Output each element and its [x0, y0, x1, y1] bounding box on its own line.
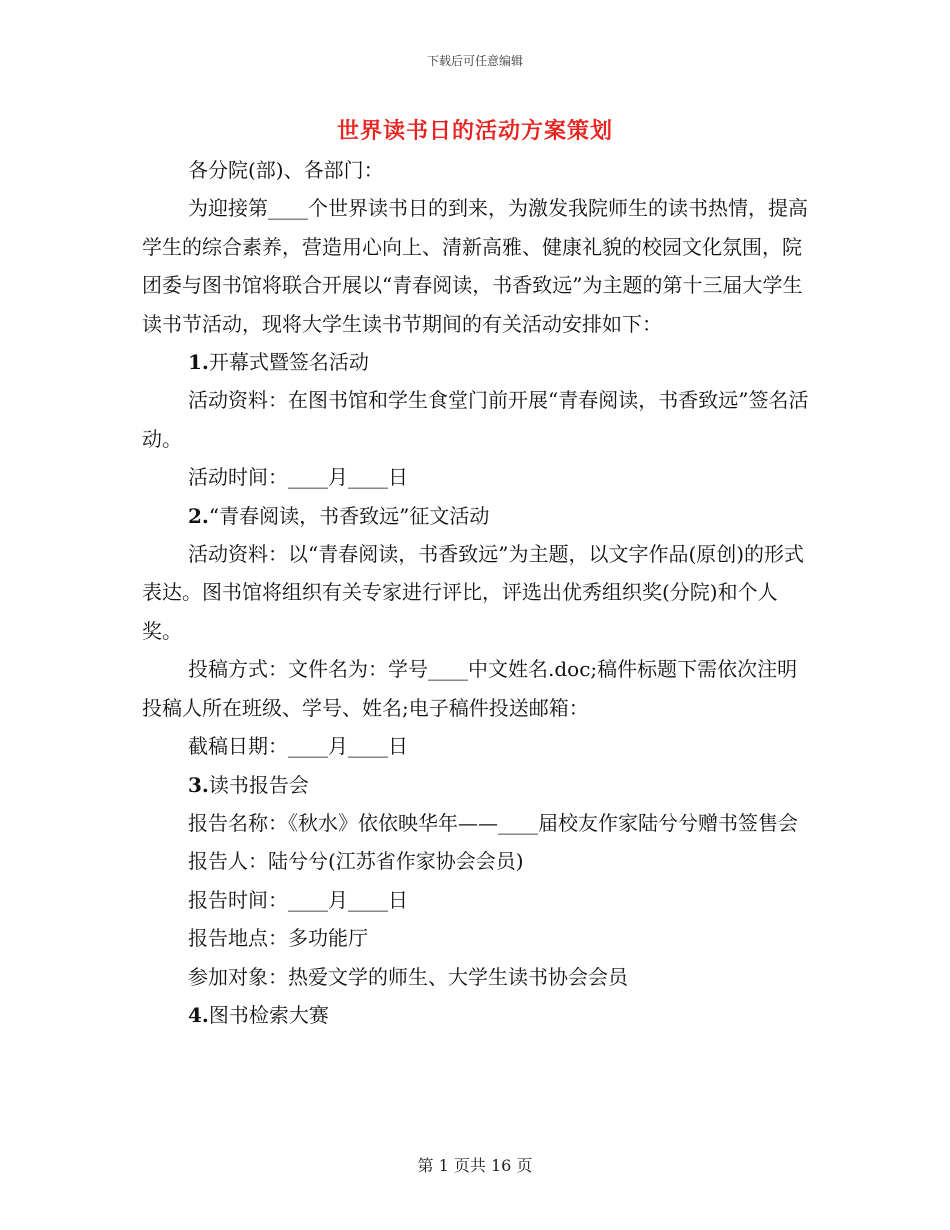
section-title: “青春阅读，书香致远”征文活动 [208, 503, 490, 528]
section-number: 4. [188, 1002, 209, 1027]
paragraph: 报告名称：《秋水》依依映华年——____届校友作家陆兮兮赠书签售会 [188, 810, 798, 835]
paragraph: 活动资料：在图书馆和学生食堂门前开展“青春阅读，书香致远”签名活动。 [142, 388, 809, 451]
paragraph: 投稿方式：文件名为：学号____中文姓名.doc;稿件标题下需依次注明投稿人所在班级、学号、姓名;电子稿件投送邮箱： [142, 657, 798, 720]
section-heading-2 [142, 497, 810, 535]
section-heading-1 [142, 343, 810, 381]
document-title: 世界读书日的活动方案策划 [336, 118, 613, 144]
page-header: 下载后可任意编辑 [426, 54, 523, 68]
document-body [142, 151, 810, 1034]
page-footer: 第 1 页共 16 页 [417, 1156, 533, 1175]
paragraph: 参加对象：热爱文学的师生、大学生读书协会会员 [188, 964, 628, 989]
section-heading-4 [142, 996, 810, 1034]
section-title: 读书报告会 [208, 772, 309, 797]
paragraph: 活动资料：以“青春阅读，书香致远”为主题，以文字作品(原创)的形式表达。图书馆将组织有关专家进行评比，评选出优秀组织奖(分院)和个人奖。 [142, 542, 805, 643]
paragraph-salutation: 各分院(部)、各部门： [188, 158, 384, 182]
section-heading-3 [142, 766, 810, 804]
section-title: 开幕式暨签名活动 [208, 350, 369, 375]
paragraph: 报告时间：____月____日 [188, 887, 408, 912]
section-number: 2. [188, 503, 209, 528]
paragraph: 报告人：陆兮兮(江苏省作家协会会员) [188, 849, 524, 874]
paragraph: 活动时间：____月____日 [188, 465, 408, 490]
paragraph-intro: 为迎接第____个世界读书日的到来，为激发我院师生的读书热情，提高学生的综合素养，营造用心向上、清新高雅、健康礼貌的校园文化氛围，院团委与图书馆将联合开展以“青春阅读，书香致远”为主题的第十三届大学生读书节活动，现将大学生读书节期间的有关活动安排如下： [142, 196, 808, 336]
section-number: 3. [188, 772, 209, 797]
section-number: 1. [188, 350, 209, 375]
paragraph: 报告地点：多功能厅 [188, 926, 368, 951]
section-title: 图书检索大赛 [208, 1002, 329, 1027]
paragraph: 截稿日期：____月____日 [188, 734, 408, 759]
